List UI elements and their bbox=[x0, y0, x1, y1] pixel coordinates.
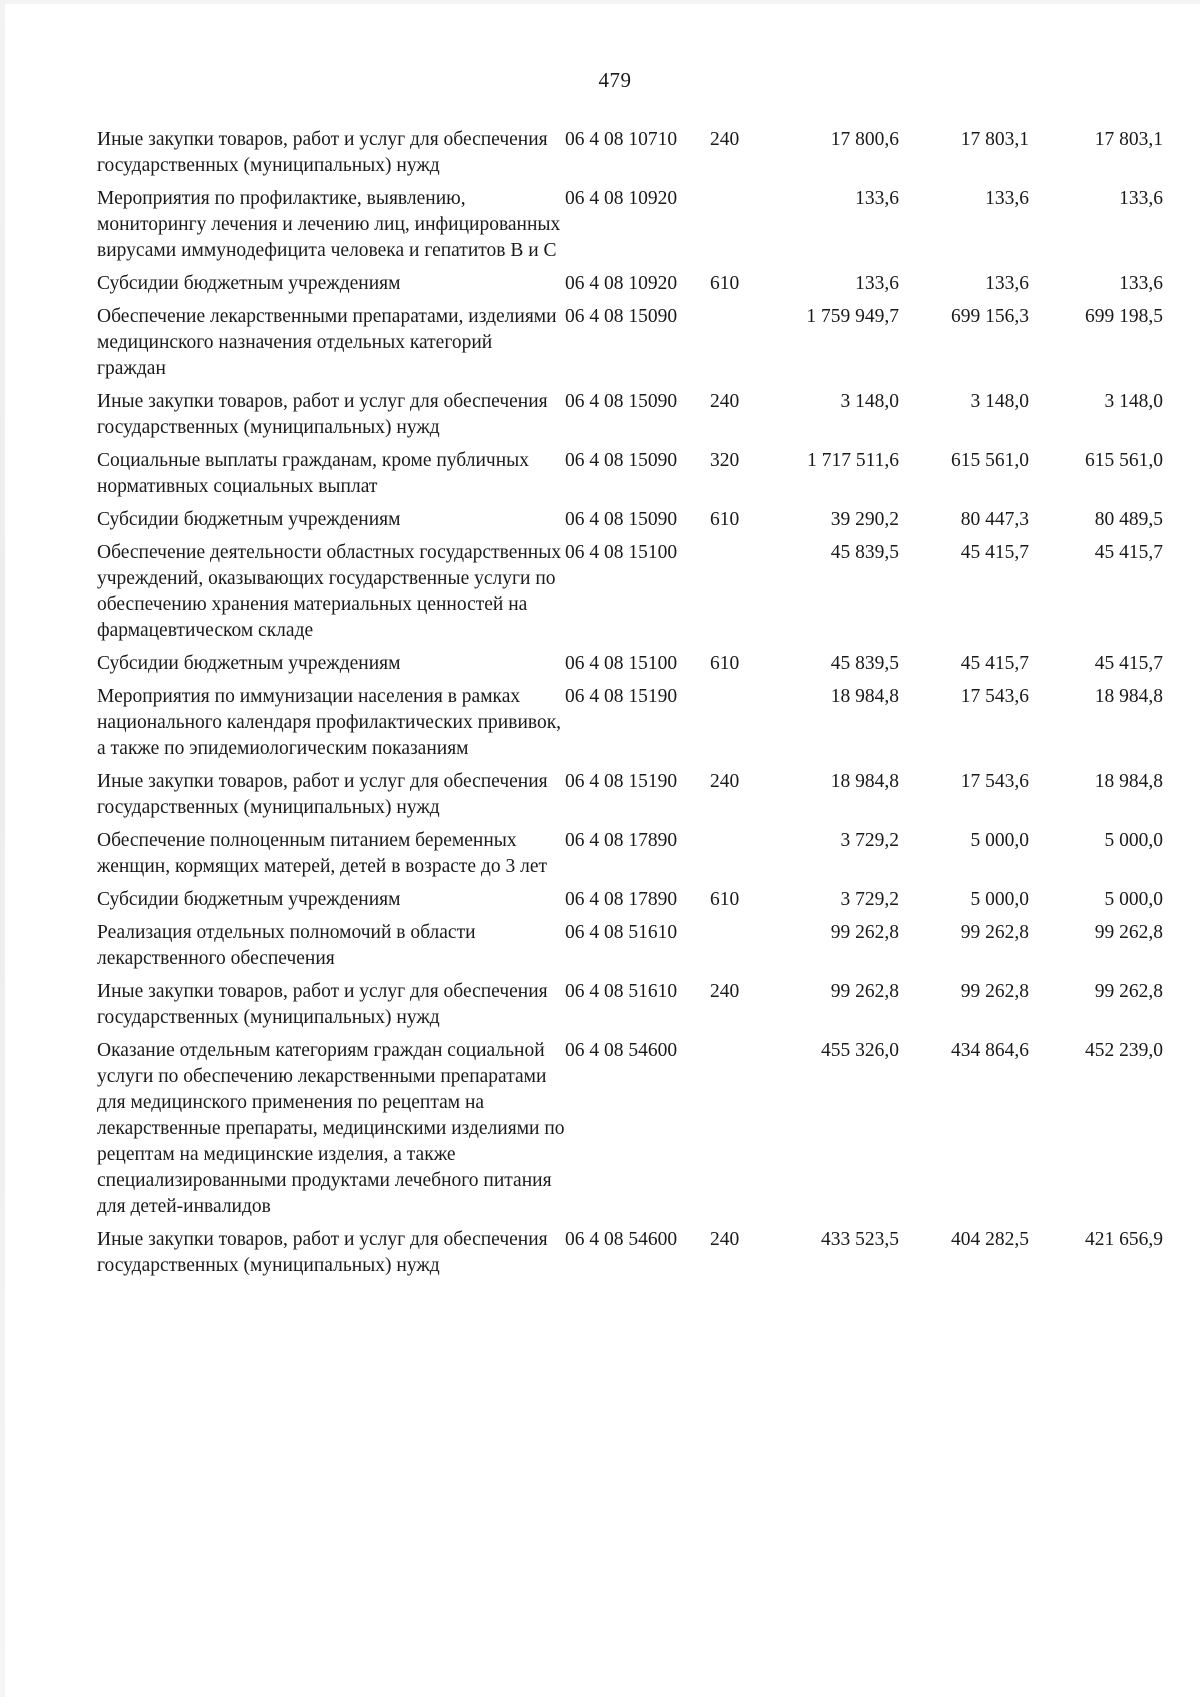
amount-year-1: 45 839,5 bbox=[830, 653, 899, 674]
amount-year-3: 45 415,7 bbox=[1094, 542, 1163, 563]
item-name: Субсидии бюджетным учреждениям bbox=[97, 509, 401, 530]
expense-type bbox=[710, 684, 770, 769]
amount-year-3: 18 984,8 bbox=[1094, 686, 1163, 707]
item-name: Иные закупки товаров, работ и услуг для обеспечения государственных (муниципальных) нужд bbox=[97, 981, 548, 1028]
amount-year-2: 99 262,8 bbox=[960, 981, 1029, 1002]
budget-table-body bbox=[97, 127, 1163, 1286]
amount-year-2: 17 803,1 bbox=[960, 129, 1029, 150]
item-name: Субсидии бюджетным учреждениям bbox=[97, 889, 401, 910]
item-name: Иные закупки товаров, работ и услуг для обеспечения государственных (муниципальных) нужд bbox=[97, 771, 548, 818]
expense-type: 240 bbox=[710, 981, 740, 1002]
amount-year-1: 17 800,6 bbox=[830, 129, 899, 150]
scan-left-edge bbox=[0, 0, 5, 1697]
target-code: 06 4 08 15090 bbox=[565, 450, 678, 471]
expense-type: 240 bbox=[710, 771, 740, 792]
amount-year-2: 45 415,7 bbox=[960, 653, 1029, 674]
amount-year-2: 17 543,6 bbox=[960, 686, 1029, 707]
amount-year-1: 3 148,0 bbox=[840, 391, 899, 412]
target-code: 06 4 08 54600 bbox=[565, 1040, 678, 1061]
amount-year-1: 1 717 511,6 bbox=[807, 450, 899, 471]
expense-type: 610 bbox=[710, 273, 740, 294]
amount-year-3: 45 415,7 bbox=[1094, 653, 1163, 674]
table-row bbox=[97, 651, 1163, 684]
amount-year-2: 699 156,3 bbox=[951, 306, 1029, 327]
amount-year-2: 99 262,8 bbox=[960, 922, 1029, 943]
target-code: 06 4 08 51610 bbox=[565, 922, 678, 943]
item-name: Социальные выплаты гражданам, кроме публичных нормативных социальных выплат bbox=[97, 450, 529, 497]
target-code: 06 4 08 17890 bbox=[565, 830, 678, 851]
table-row bbox=[97, 448, 1163, 507]
table-row bbox=[97, 186, 1163, 271]
item-name: Обеспечение лекарственными препаратами, изделиями медицинского назначения отдельных категорий граждан bbox=[97, 306, 557, 379]
amount-year-2: 45 415,7 bbox=[960, 542, 1029, 563]
target-code: 06 4 08 15100 bbox=[565, 542, 678, 563]
expense-type bbox=[710, 304, 770, 389]
amount-year-2: 404 282,5 bbox=[951, 1229, 1029, 1250]
amount-year-1: 133,6 bbox=[855, 273, 899, 294]
amount-year-3: 5 000,0 bbox=[1104, 830, 1163, 851]
amount-year-1: 3 729,2 bbox=[840, 889, 899, 910]
table-row bbox=[97, 540, 1163, 651]
amount-year-3: 421 656,9 bbox=[1085, 1229, 1163, 1250]
table-row bbox=[97, 887, 1163, 920]
target-code: 06 4 08 51610 bbox=[565, 981, 678, 1002]
amount-year-3: 18 984,8 bbox=[1094, 771, 1163, 792]
amount-year-3: 615 561,0 bbox=[1085, 450, 1163, 471]
item-name: Субсидии бюджетным учреждениям bbox=[97, 653, 401, 674]
amount-year-1: 133,6 bbox=[855, 188, 899, 209]
target-code: 06 4 08 15190 bbox=[565, 686, 678, 707]
table-row bbox=[97, 684, 1163, 769]
amount-year-2: 5 000,0 bbox=[970, 830, 1029, 851]
table-row bbox=[97, 1038, 1163, 1227]
amount-year-1: 99 262,8 bbox=[830, 922, 899, 943]
table-row bbox=[97, 920, 1163, 979]
item-name: Обеспечение деятельности областных государственных учреждений, оказывающих государственные услуги по обеспечению хранения материальных ценностей на фармацевтическом складе bbox=[97, 542, 562, 641]
item-name: Иные закупки товаров, работ и услуг для обеспечения государственных (муниципальных) нужд bbox=[97, 129, 548, 176]
expense-type bbox=[710, 186, 770, 271]
target-code: 06 4 08 15190 bbox=[565, 771, 678, 792]
amount-year-1: 18 984,8 bbox=[830, 771, 899, 792]
amount-year-2: 5 000,0 bbox=[970, 889, 1029, 910]
amount-year-1: 39 290,2 bbox=[830, 509, 899, 530]
table-row bbox=[97, 389, 1163, 448]
table-row bbox=[97, 304, 1163, 389]
amount-year-3: 452 239,0 bbox=[1085, 1040, 1163, 1061]
amount-year-2: 434 864,6 bbox=[951, 1040, 1029, 1061]
table-row bbox=[97, 1227, 1163, 1286]
amount-year-2: 80 447,3 bbox=[960, 509, 1029, 530]
expense-type: 320 bbox=[710, 450, 740, 471]
amount-year-3: 99 262,8 bbox=[1094, 922, 1163, 943]
target-code: 06 4 08 54600 bbox=[565, 1229, 678, 1250]
table-row bbox=[97, 979, 1163, 1038]
amount-year-3: 5 000,0 bbox=[1104, 889, 1163, 910]
expense-type bbox=[710, 1038, 770, 1227]
amount-year-2: 17 543,6 bbox=[960, 771, 1029, 792]
scan-top-edge bbox=[0, 0, 1200, 4]
target-code: 06 4 08 15090 bbox=[565, 391, 678, 412]
expense-type: 240 bbox=[710, 391, 740, 412]
expense-type bbox=[710, 540, 770, 651]
expense-type bbox=[710, 828, 770, 887]
expense-type: 610 bbox=[710, 509, 740, 530]
item-name: Мероприятия по профилактике, выявлению, мониторингу лечения и лечению лиц, инфицированных вирусами иммунодефицита человека и гепатитов В и С bbox=[97, 188, 561, 261]
amount-year-3: 80 489,5 bbox=[1094, 509, 1163, 530]
amount-year-3: 99 262,8 bbox=[1094, 981, 1163, 1002]
amount-year-2: 615 561,0 bbox=[951, 450, 1029, 471]
expense-type: 610 bbox=[710, 653, 740, 674]
item-name: Реализация отдельных полномочий в области лекарственного обеспечения bbox=[97, 922, 476, 969]
amount-year-1: 45 839,5 bbox=[830, 542, 899, 563]
amount-year-1: 3 729,2 bbox=[840, 830, 899, 851]
amount-year-3: 133,6 bbox=[1119, 273, 1163, 294]
target-code: 06 4 08 15090 bbox=[565, 509, 678, 530]
target-code: 06 4 08 17890 bbox=[565, 889, 678, 910]
expense-type: 240 bbox=[710, 129, 740, 150]
item-name: Иные закупки товаров, работ и услуг для обеспечения государственных (муниципальных) нужд bbox=[97, 391, 548, 438]
table-row bbox=[97, 507, 1163, 540]
amount-year-3: 17 803,1 bbox=[1094, 129, 1163, 150]
amount-year-1: 18 984,8 bbox=[830, 686, 899, 707]
table-row bbox=[97, 271, 1163, 304]
item-name: Иные закупки товаров, работ и услуг для обеспечения государственных (муниципальных) нужд bbox=[97, 1229, 548, 1276]
target-code: 06 4 08 10920 bbox=[565, 188, 678, 209]
expense-type bbox=[710, 920, 770, 979]
amount-year-1: 1 759 949,7 bbox=[806, 306, 899, 327]
amount-year-2: 3 148,0 bbox=[970, 391, 1029, 412]
item-name: Оказание отдельным категориям граждан социальной услуги по обеспечению лекарственными препаратами для медицинского применения по рецептам на лекарственные препараты, медицинскими изделиями по рецептам на медицинские изделия, а также специализированными продуктами лечебного питания для детей-инвалидов bbox=[97, 1040, 565, 1217]
target-code: 06 4 08 15090 bbox=[565, 306, 678, 327]
item-name: Обеспечение полноценным питанием беременных женщин, кормящих матерей, детей в возрасте до 3 лет bbox=[97, 830, 548, 877]
amount-year-1: 99 262,8 bbox=[830, 981, 899, 1002]
amount-year-1: 433 523,5 bbox=[821, 1229, 899, 1250]
amount-year-2: 133,6 bbox=[985, 188, 1029, 209]
page-number: 479 bbox=[598, 68, 632, 92]
amount-year-1: 455 326,0 bbox=[821, 1040, 899, 1061]
budget-table bbox=[97, 127, 1163, 1286]
target-code: 06 4 08 10920 bbox=[565, 273, 678, 294]
item-name: Субсидии бюджетным учреждениям bbox=[97, 273, 401, 294]
target-code: 06 4 08 10710 bbox=[565, 129, 678, 150]
amount-year-2: 133,6 bbox=[985, 273, 1029, 294]
expense-type: 240 bbox=[710, 1229, 740, 1250]
item-name: Мероприятия по иммунизации населения в рамках национального календаря профилактических прививок, а также по эпидемиологическим показаниям bbox=[97, 686, 562, 759]
table-row bbox=[97, 828, 1163, 887]
target-code: 06 4 08 15100 bbox=[565, 653, 678, 674]
amount-year-3: 133,6 bbox=[1119, 188, 1163, 209]
table-row bbox=[97, 127, 1163, 186]
table-row bbox=[97, 769, 1163, 828]
amount-year-3: 699 198,5 bbox=[1085, 306, 1163, 327]
expense-type: 610 bbox=[710, 889, 740, 910]
amount-year-3: 3 148,0 bbox=[1104, 391, 1163, 412]
